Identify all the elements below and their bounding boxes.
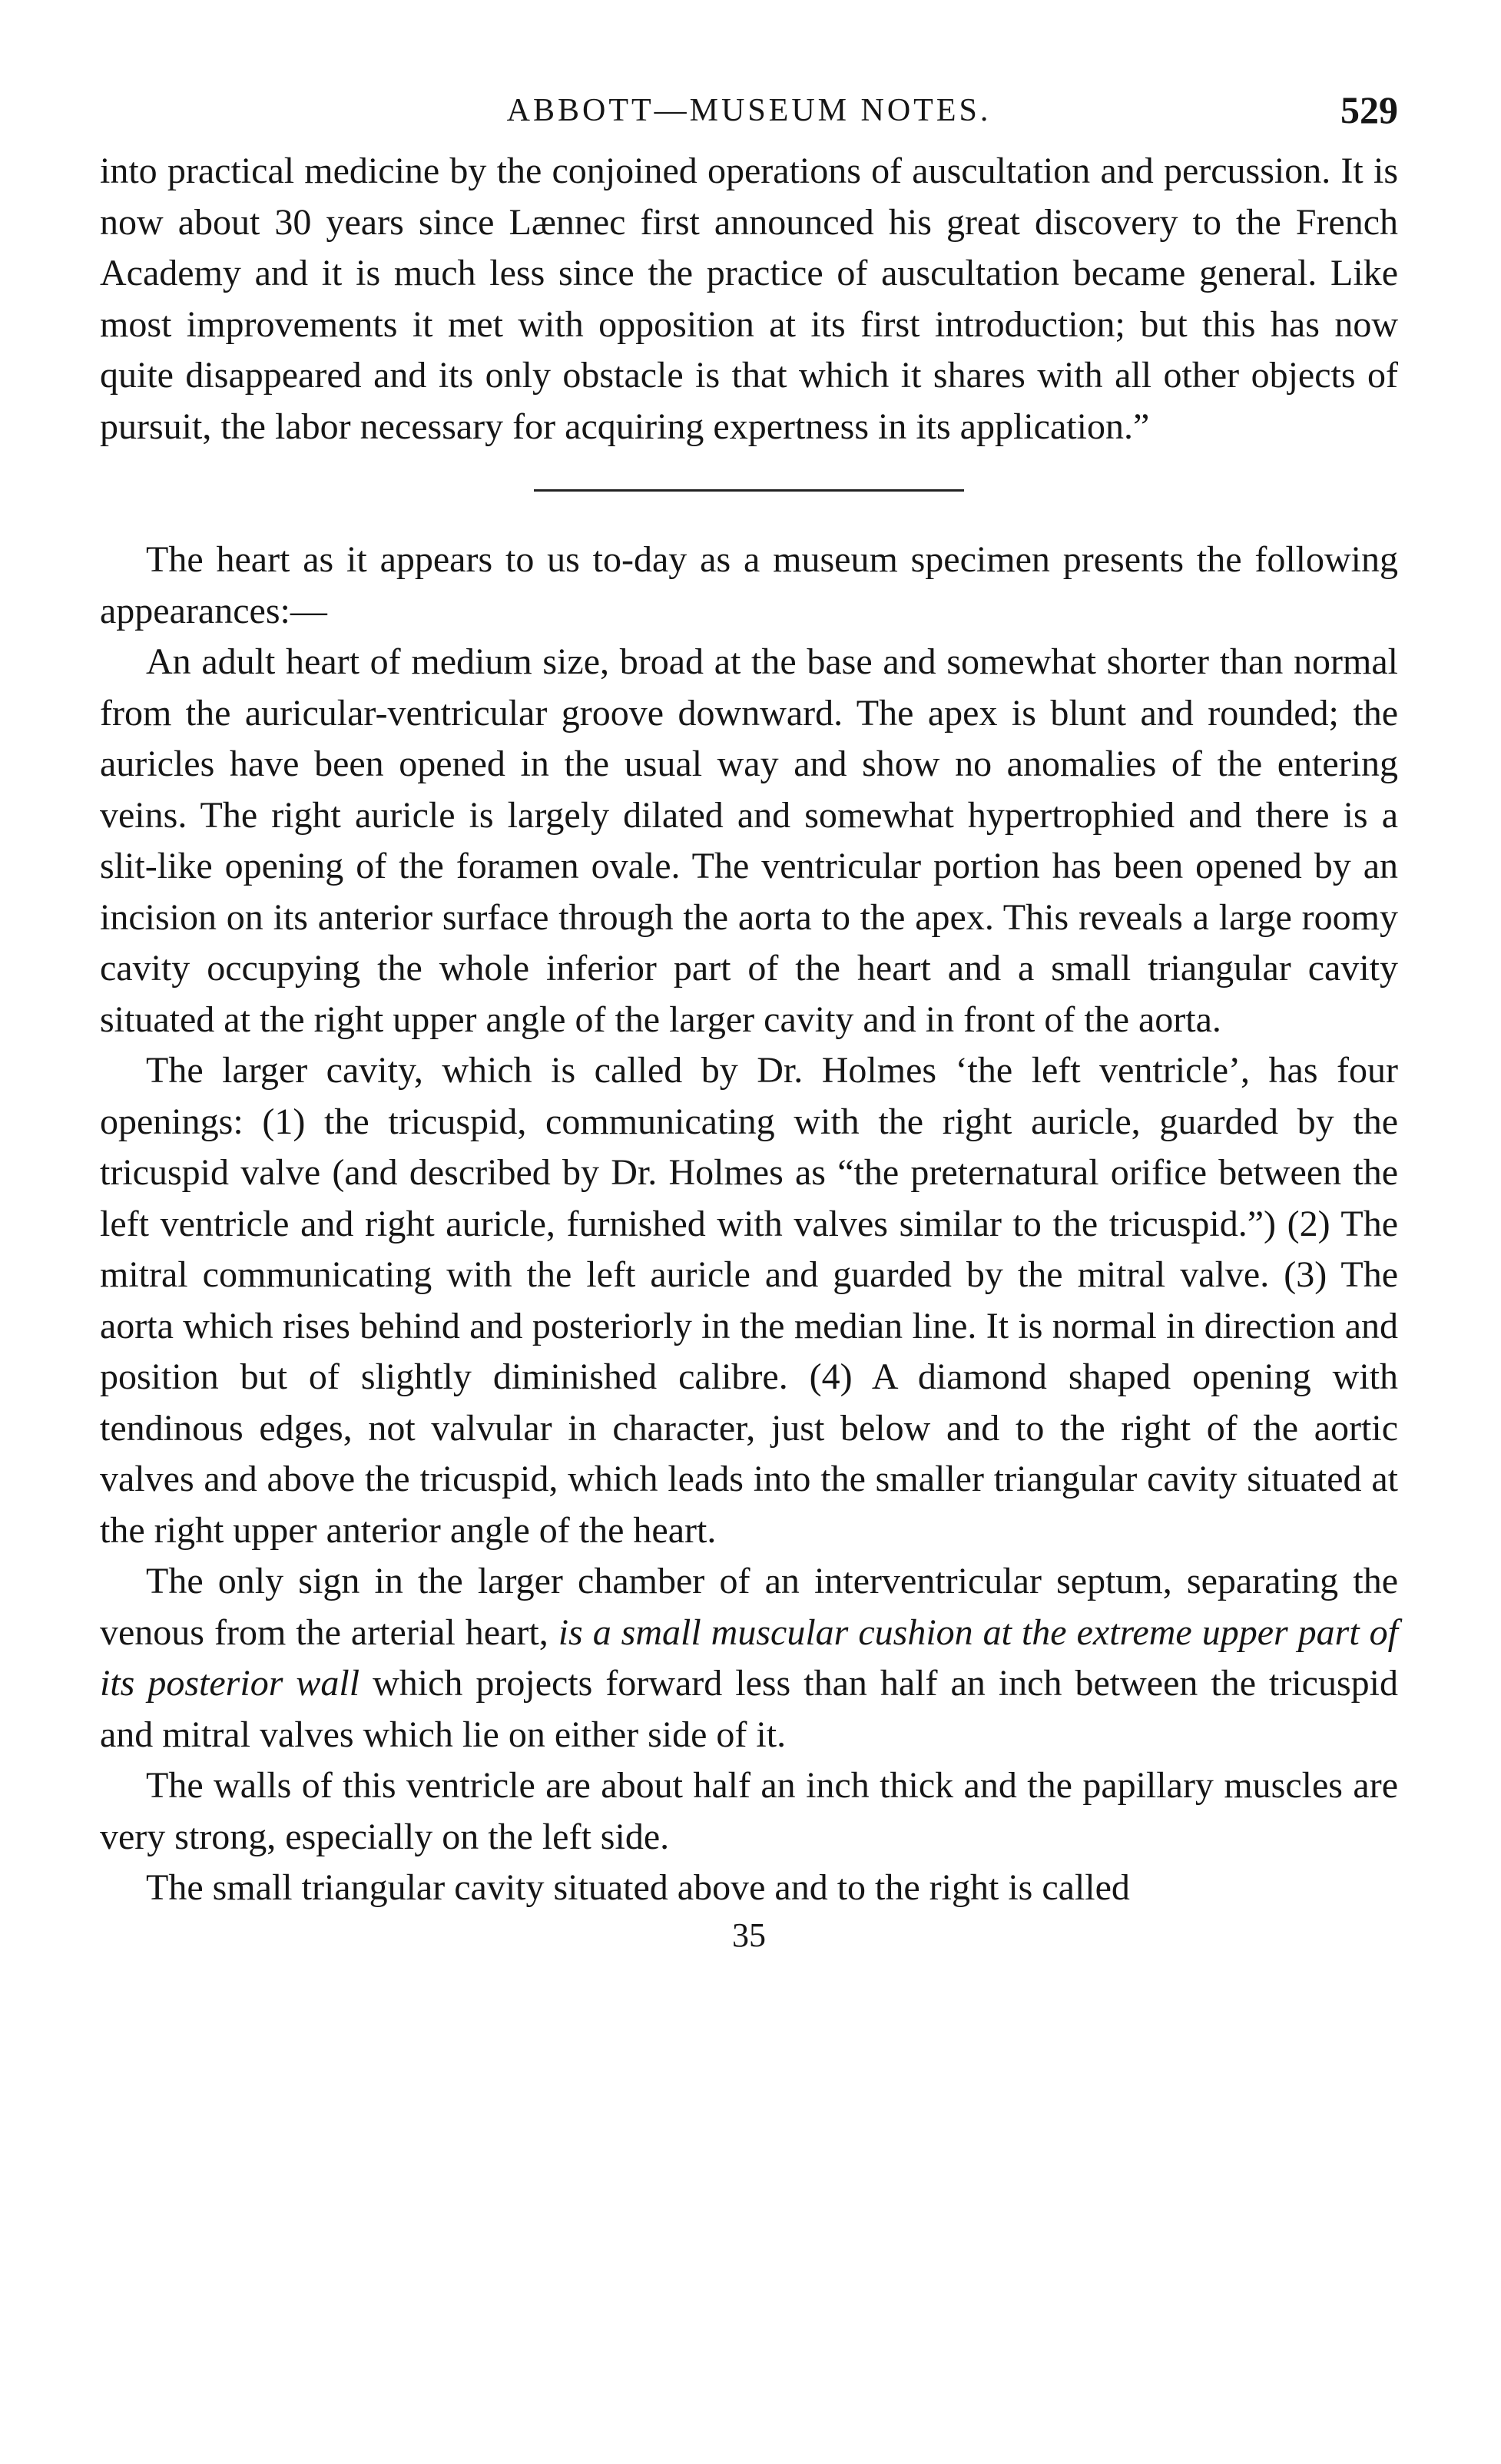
signature-mark: 35 — [732, 1916, 766, 1954]
septum-text-end: which projects forward less than half an inch between the tricuspid and mitral valves which lie on either side of it. — [100, 1663, 1398, 1755]
paragraph-walls: The walls of this ventricle are about half an inch thick and the papillary muscles are very strong, especially on the left side. — [100, 1765, 1398, 1857]
paragraph-description: An adult heart of medium size, broad at the base and somewhat shorter than normal from the auricular-ventricular groove downward. The apex is blunt and rounded; the auricles have been opened in the usual way and show no anomalies of the entering veins. The right auricle is largely dilated and somewhat hypertrophied and there is a slit-like opening of the foramen ovale. The ventricular portion has been opened by an incision on its anterior surface through the aorta to the apex. This reveals a large roomy cavity occupying the whole inferior part of the heart and a small triangular cavity situated at the right upper angle of the larger cavity and in front of the aorta. — [100, 641, 1398, 1040]
septum-text-start: The only sign in the larger chamber of an interventricular septum, separating the venous from the arterial heart, — [100, 1561, 1398, 1653]
page-number: 529 — [1340, 88, 1398, 131]
paragraph-larger-cavity: The larger cavity, which is called by Dr. Holmes ‘the left ventricle’, has four openings: (1) the tricuspid, communicating with the right auricle, guarded by the tricuspid valve (and described by Dr. Holmes as “the preternatural orifice between the left ventricle and right auricle, furnished with valves similar to the tricuspid.”) (2) The mitral communicating with the left auricle and guarded by the mitral valve. (3) The aorta which rises behind and posteriorly in the median line. It is normal in direction and position but of slightly diminished calibre. (4) A diamond shaped opening with tendinous edges, not valvular in character, just below and to the right of the aortic valves and above the tricuspid, which leads into the smaller triangular cavity situated at the right upper anterior angle of the heart. — [100, 1050, 1398, 1551]
section-divider — [534, 489, 964, 492]
body-text — [100, 146, 1398, 1914]
running-title: ABBOTT—MUSEUM NOTES. — [506, 93, 992, 128]
septum-italic-text: is a small muscular cushion at the extreme upper part of its posterior wall — [100, 1611, 1398, 1704]
document-page — [100, 84, 1398, 2435]
running-head — [100, 84, 1398, 146]
paragraph-septum — [100, 1556, 1398, 1760]
paragraph-intro: The heart as it appears to us to-day as a museum specimen presents the following appearances:— — [100, 539, 1398, 631]
paragraph-small-cavity: The small triangular cavity situated above and to the right is called — [146, 1867, 1130, 1908]
paragraph-continuation: into practical medicine by the conjoined operations of auscultation and percussion. It is now about 30 years since Lænnec first announced his great discovery to the French Academy and it is much less since the practice of auscultation became general. Like most improvements it met with opposition at its first introduction; but this has now quite disappeared and its only obstacle is that which it shares with all other objects of pursuit, the labor necessary for acquiring expertness in its application.” — [100, 151, 1398, 447]
